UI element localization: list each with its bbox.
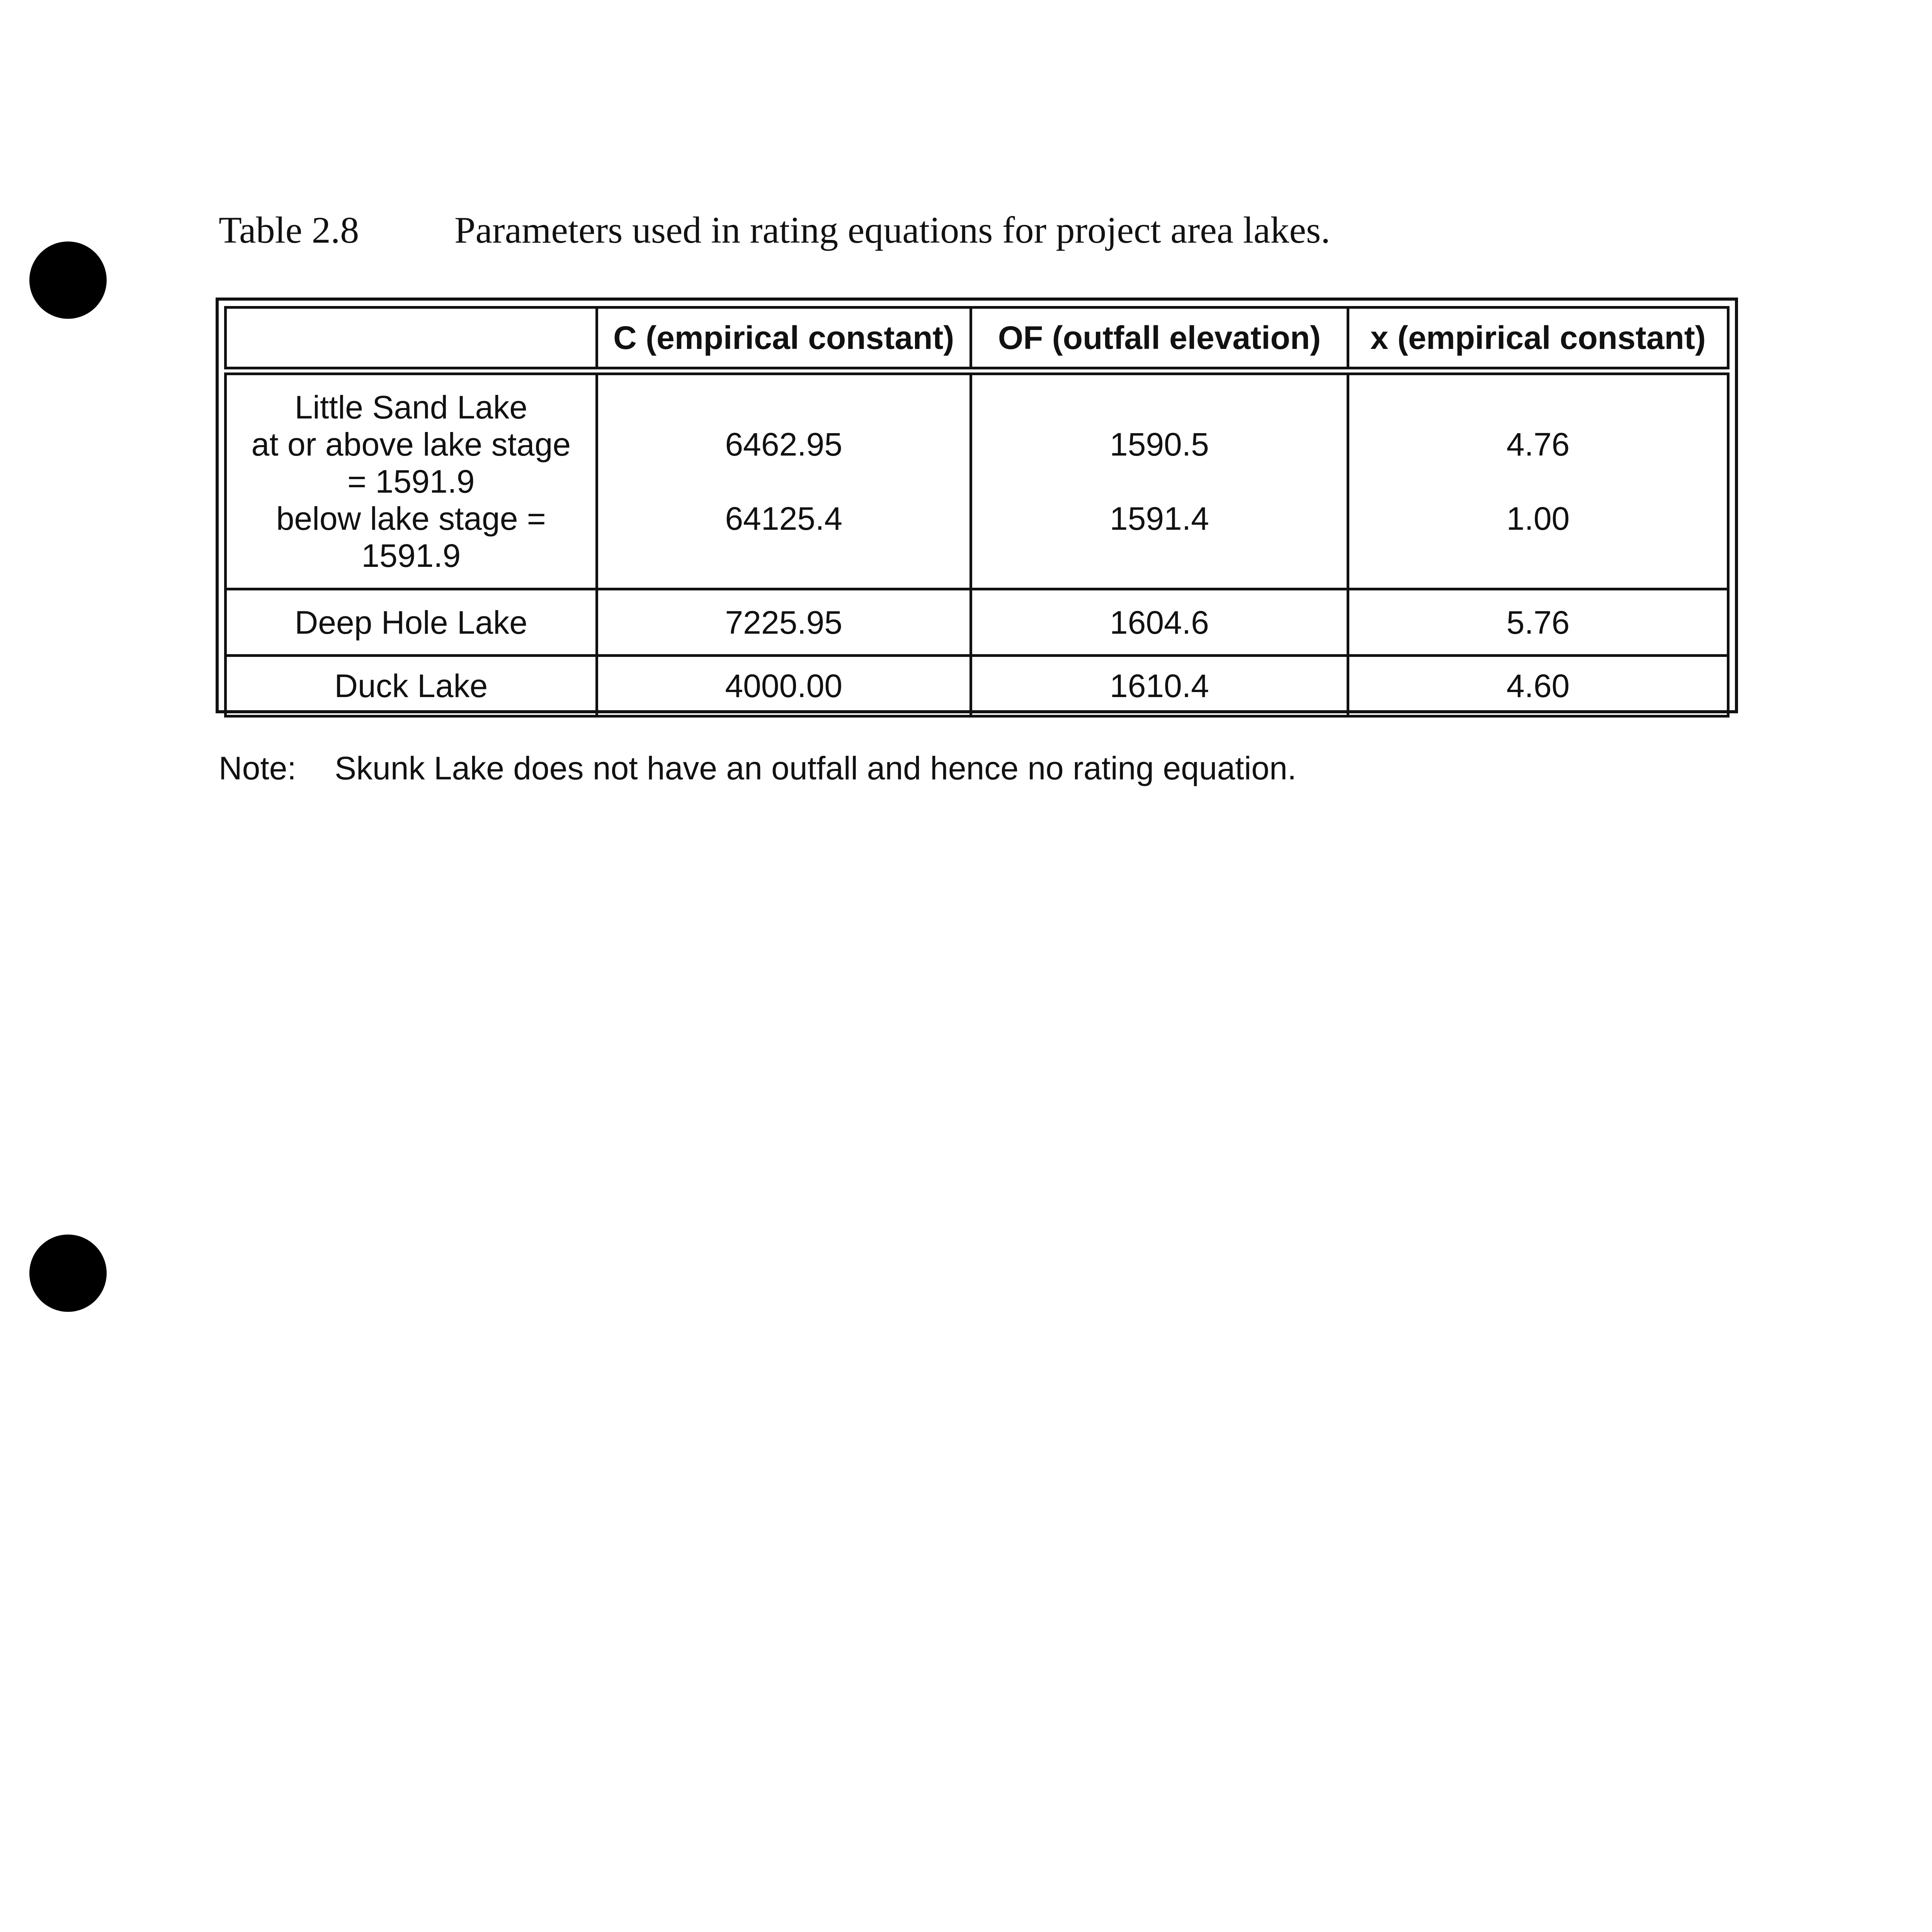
x-value-above: 4.76 [1506, 426, 1570, 463]
lake-cell [226, 371, 597, 589]
header-x: x (empirical constant) [1348, 308, 1728, 371]
table-title: Parameters used in rating equations for project area lakes. [454, 209, 1330, 251]
x-cell: 4.60 [1348, 656, 1728, 716]
of-cell: 1604.6 [971, 589, 1348, 656]
lake-condition: 1591.9 [361, 537, 461, 574]
x-cell [1348, 371, 1728, 589]
note-label: Note: [219, 750, 296, 786]
of-cell [971, 371, 1348, 589]
table-number: Table 2.8 [219, 209, 359, 251]
header-lake [226, 308, 597, 371]
c-cell [597, 371, 971, 589]
lake-condition: = 1591.9 [347, 463, 475, 500]
of-value-above: 1590.5 [1110, 426, 1209, 463]
lake-condition: at or above lake stage [251, 426, 571, 463]
lake-cell: Duck Lake [226, 656, 597, 716]
c-cell: 7225.95 [597, 589, 971, 656]
punch-hole-middle [29, 1235, 107, 1312]
punch-hole-top [29, 242, 107, 319]
c-cell: 4000.00 [597, 656, 971, 716]
x-value-below: 1.00 [1506, 500, 1570, 537]
lake-condition: below lake stage = [276, 500, 546, 537]
of-value-below: 1591.4 [1110, 500, 1209, 537]
parameters-table [224, 306, 1730, 718]
table-row [226, 371, 1728, 589]
table-row [226, 656, 1728, 716]
parameters-table-frame [216, 298, 1738, 713]
x-cell: 5.76 [1348, 589, 1728, 656]
lake-name: Little Sand Lake [294, 389, 527, 425]
c-value-below: 64125.4 [725, 500, 843, 537]
header-of: OF (outfall elevation) [971, 308, 1348, 371]
table-row [226, 589, 1728, 656]
table-header-row [226, 308, 1728, 371]
note-text: Skunk Lake does not have an outfall and hence no rating equation. [335, 750, 1297, 786]
c-value-above: 6462.95 [725, 426, 843, 463]
header-c: C (empirical constant) [597, 308, 971, 371]
lake-cell: Deep Hole Lake [226, 589, 597, 656]
of-cell: 1610.4 [971, 656, 1348, 716]
